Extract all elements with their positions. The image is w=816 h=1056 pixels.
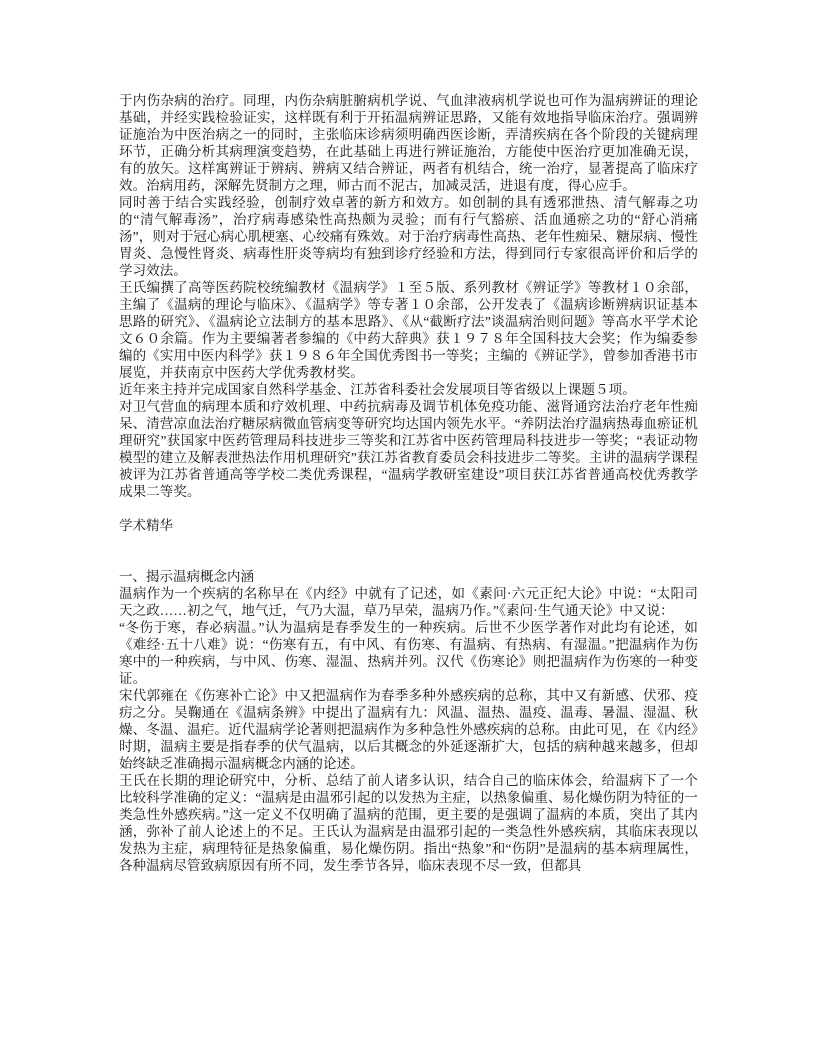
paragraph: 王氏编撰了高等医药院校统编教材《温病学》１至５版、系列教材《辨证学》等教材１０余部，主编了《温病的理论与临床》、《温病学》等专著１０余部，公开发表了《温病诊断辨病识证基本思路的研究》、《温病论立法制方的基本思路》、《从“截断疗法”谈温病治则问题》等高水平学术论文６０余篇。作为主要编著者参编的《中药大辞典》获１９７８年全国科技大会奖；作为编委参编的《实用中医内科学》获１９８６年全国优秀图书一等奖；主编的《辨证学》，曾参加香港书市展览，并获南京中医药大学优秀教材奖。 [119, 280, 698, 380]
paragraph: 对卫气营血的病理本质和疗效机理、中药抗病毒及调节机体免疫功能、滋肾通窍法治疗老年性痴呆、清营凉血法治疗糖尿病微血管病变等研究均达国内领先水平。“养阴法治疗温病热毒血瘀证机理研究”获国家中医药管理局科技进步三等奖和江苏省中医药管理局科技进步一等奖；“表证动物模型的建立及解表泄热法作用机理研究”获江苏省教育委员会科技进步二等奖。主讲的温病学课程被评为江苏省普通高等学校二类优秀课程，“温病学教研室建设”项目获江苏省普通高校优秀教学成果二等奖。 [119, 399, 698, 499]
paragraph: “冬伤于寒，春必病温。”认为温病是春季发生的一种疾病。后世不少医学著作对此均有论述，如《难经·五十八难》说：“伤寒有五，有中风、有伤寒、有温病、有热病、有湿温。”把温病作为伤寒中的一种疾病，与中风、伤寒、湿温、热病并列。汉代《伤寒论》则把温病作为伤寒的一种变证。 [119, 620, 698, 686]
paragraph: 同时善于结合实践经验，创制疗效卓著的新方和效方。如创制的具有透邪泄热、清气解毒之功的“清气解毒汤”，治疗病毒感染性高热颇为灵验；而有行气豁瘀、活血通瘀之功的“舒心消痛汤”，则对于冠心病心肌梗塞、心绞痛有殊效。对于治疗病毒性高热、老年性痴呆、糖尿病、慢性胃炎、急慢性肾炎、病毒性肝炎等病均有独到诊疗经验和方法，得到同行专家很高评价和后学的学习效法。 [119, 195, 698, 278]
section-heading: 学术精华 [119, 518, 173, 533]
paragraph: 温病作为一个疾病的名称早在《内经》中就有了记述，如《素问·六元正纪大论》中说：“太阳司天之政……初之气，地气迁，气乃大温，草乃早荣，温病乃作。”《素问·生气通天论》中又说： [119, 586, 698, 618]
paragraph: 宋代郭雍在《伤寒补亡论》中又把温病作为春季多种外感疾病的总称，其中又有新感、伏邪、疫疠之分。吴鞠通在《温病条辨》中提出了温病有九：风温、温热、温疫、温毒、暑温、湿温、秋燥、冬温、温疟。近代温病学论著则把温病作为多种急性外感疾病的总称。由此可见，在《内经》时期，温病主要是指春季的伏气温病，以后其概念的外延逐渐扩大，包括的病种越来越多，但却始终缺乏准确揭示温病概念内涵的论述。 [119, 688, 698, 771]
document-content [119, 92, 698, 874]
paragraph: 近年来主持并完成国家自然科学基金、江苏省科委社会发展项目等省级以上课题５项。 [119, 382, 636, 397]
paragraph-continuation: 于内伤杂病的治疗。同理，内伤杂病脏腑病机学说、气血津液病机学说也可作为温病辨证的理论基础，并经实践检验证实，这样既有利于开拓温病辨证思路，又能有效地指导临床治疗。强调辨证施治为中医治病之一的同时，主张临床诊病须明确西医诊断，弄清疾病在各个阶段的关键病理环节，正确分析其病理演变趋势，在此基础上再进行辨证施治，方能使中医治疗更加准确无误，有的放矢。这样寓辨证于辨病、辨病又结合辨证，两者有机结合，统一治疗，显著提高了临床疗效。治病用药，深解先贤制方之理，师古而不泥古，加减灵活，进退有度，得心应手。 [119, 93, 698, 193]
paragraph: 王氏在长期的理论研究中，分析、总结了前人诸多认识，结合自己的临床体会，给温病下了一个比较科学准确的定义：“温病是由温邪引起的以发热为主症，以热象偏重、易化燥伤阴为特征的一类急性外感疾病。”这一定义不仅明确了温病的范围，更主要的是强调了温病的本质，突出了其内涵，弥补了前人论述上的不足。王氏认为温病是由温邪引起的一类急性外感疾病，其临床表现以发热为主症，病理特征是热象偏重，易化燥伤阴。指出“热象”和“伤阴”是温病的基本病理属性，各种温病尽管致病原因有所不同，发生季节各异，临床表现不尽一致，但都具 [119, 773, 698, 873]
subsection-heading: 一、揭示温病概念内涵 [119, 569, 254, 584]
